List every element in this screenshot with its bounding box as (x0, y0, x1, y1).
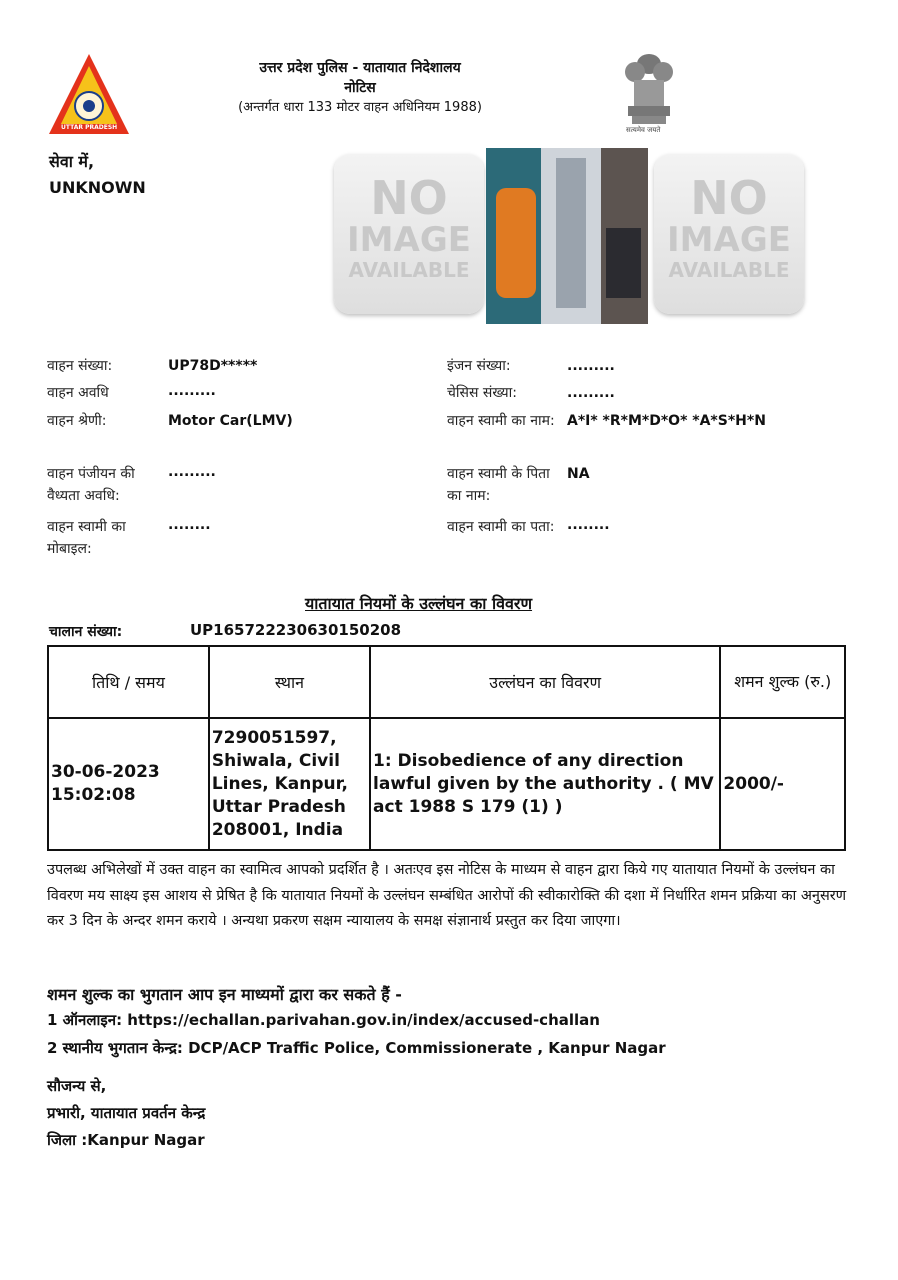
violation-table (47, 645, 846, 851)
vehicle-period-label: वाहन अवधि (47, 385, 109, 401)
signoff-officer: प्रभारी, यातायात प्रवर्तन केन्द्र (47, 1104, 206, 1122)
cell-datetime: 30-06-2023 15:02:08 (48, 718, 209, 850)
owner-father-name-label: वाहन स्वामी के पिता का नाम: (447, 466, 550, 504)
state-emblem (620, 50, 678, 136)
header-subtitle: नोटिस (344, 80, 376, 96)
notice-paragraph: उपलब्ध अभिलेखों में उक्त वाहन का स्वामित्व आपको प्रदर्शित है । अतःएव इस नोटिस के माध्यम से वाहन द्वारा किये गए यातायात नियमों के उल्लंघन का विवरण मय साक्ष्य इस आशय से प्रेषित है कि यातायात नियमों के उल्लंघन सम्बंधित आरोपों की स्वीकारोक्ति की दशा में निर्धारित शमन प्रक्रिया का अनुसरण कर 3 दिन के अन्दर शमन कराये । अन्यथा प्रकरण सक्षम न्यायालय के समक्ष संज्ञानार्थ प्रस्तुत कर दिया जाएगा। (47, 862, 847, 929)
vehicle-number-label: वाहन संख्या: (47, 358, 113, 374)
col-place: स्थान (209, 646, 370, 718)
owner-mobile-label: वाहन स्वामी का मोबाइल: (47, 519, 126, 557)
logo-text: UTTAR PRADESH (61, 124, 118, 131)
signoff-courtesy: सौजन्य से, (47, 1077, 107, 1095)
cell-fine: 2000/- (720, 718, 845, 850)
vehicle-period-value: ......... (168, 383, 216, 399)
engine-number-value: ......... (567, 358, 615, 374)
owner-address-label: वाहन स्वामी का पता: (447, 519, 555, 535)
owner-father-name-value: NA (567, 466, 590, 482)
payment-local-center: 2 स्थानीय भुगतान केन्द्र: DCP/ACP Traffic Police, Commissionerate , Kanpur Nagar (47, 1039, 666, 1057)
chassis-number-value: ......... (567, 385, 615, 401)
vehicle-number-value: UP78D***** (168, 358, 258, 374)
owner-name-value: A*I* *R*M*D*O* *A*S*H*N (567, 413, 766, 429)
payment-title: शमन शुल्क का भुगतान आप इन माध्यमों द्वारा कर सकते हैं - (47, 985, 402, 1004)
table-header-row (48, 646, 845, 718)
table-row (48, 718, 845, 850)
signoff-district: जिला :Kanpur Nagar (47, 1131, 205, 1149)
recipient-label: सेवा में, (49, 152, 95, 171)
cell-place: 7290051597, Shiwala, Civil Lines, Kanpur, Uttar Pradesh 208001, India (209, 718, 370, 850)
col-fine: शमन शुल्क (रु.) (720, 646, 845, 718)
payment-online: 1 ऑनलाइन: https://echallan.parivahan.gov.in/index/accused-challan (47, 1011, 600, 1029)
col-description: उल्लंघन का विवरण (370, 646, 720, 718)
recipient-name: UNKNOWN (49, 178, 146, 197)
header-title: उत्तर प्रदेश पुलिस - यातायात निदेशालय (259, 60, 461, 76)
emblem-caption: सत्यमेव जयते (626, 126, 661, 134)
no-image-placeholder-1: NO IMAGE AVAILABLE (334, 154, 484, 314)
owner-name-label: वाहन स्वामी का नाम: (447, 413, 555, 429)
no-image-placeholder-2: NO IMAGE AVAILABLE (654, 154, 804, 314)
owner-mobile-value: ........ (168, 517, 211, 533)
col-datetime: तिथि / समय (48, 646, 209, 718)
cell-description: 1: Disobedience of any direction lawful given by the authority . ( MV act 1988 S 179 (1) ) (370, 718, 720, 850)
up-police-logo (47, 52, 131, 138)
registration-validity-value: ......... (168, 464, 216, 480)
owner-address-value: ........ (567, 517, 610, 533)
challan-number-value: UP165722230630150208 (190, 621, 402, 639)
challan-number-label: चालान संख्या: (49, 624, 123, 640)
vehicle-class-value: Motor Car(LMV) (168, 413, 293, 429)
chassis-number-label: चेसिस संख्या: (447, 385, 518, 401)
vehicle-class-label: वाहन श्रेणी: (47, 413, 107, 429)
engine-number-label: इंजन संख्या: (447, 358, 511, 374)
registration-validity-label: वाहन पंजीयन की वैध्यता अवधि: (47, 466, 135, 504)
notice-header (180, 58, 540, 118)
evidence-photo (486, 148, 648, 324)
header-section-ref: (अन्तर्गत धारा 133 मोटर वाहन अधिनियम 1988) (238, 100, 482, 115)
violation-section-title: यातायात नियमों के उल्लंघन का विवरण (305, 594, 533, 613)
